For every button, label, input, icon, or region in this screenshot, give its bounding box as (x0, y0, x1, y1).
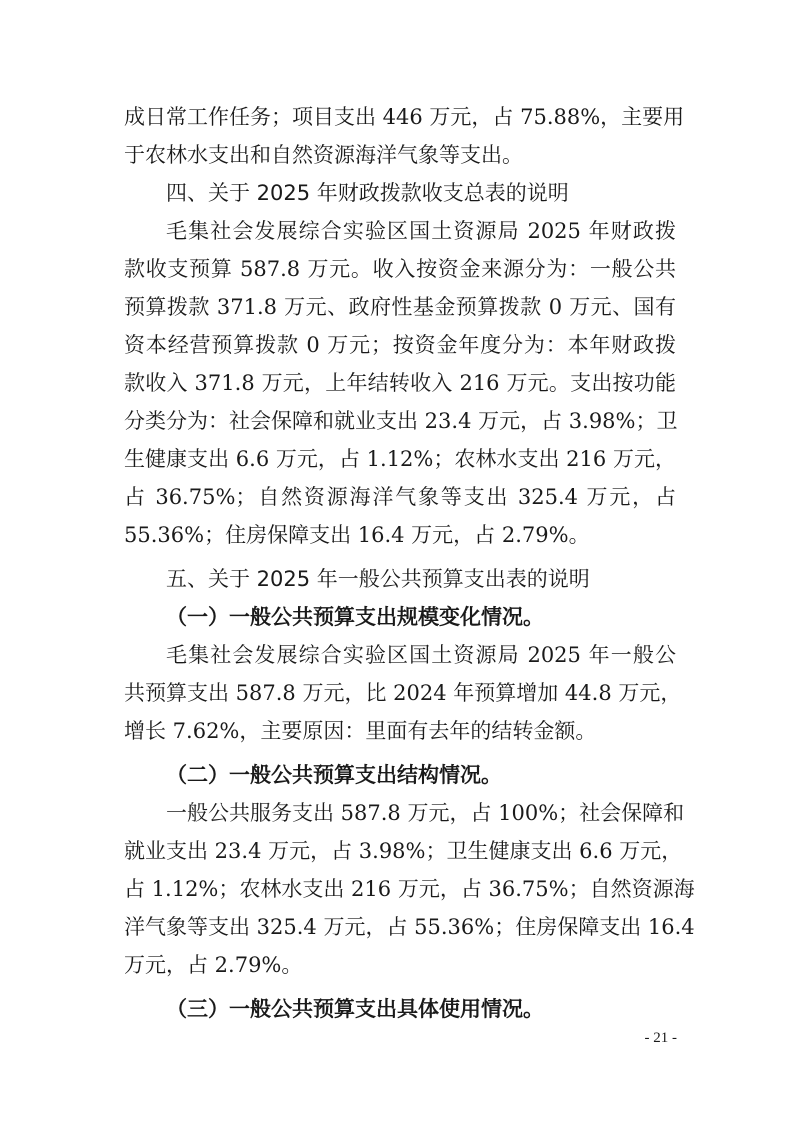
subsection-heading-3: （三）一般公共预算支出具体使用情况。 (166, 997, 544, 1021)
body-line: 资本经营预算拨款 0 万元；按资金年度分为：本年财政拨 (124, 333, 676, 357)
body-line: 占 36.75%；自然资源海洋气象等支出 325.4 万元，占 (124, 485, 676, 509)
page-number: - 21 - (644, 1030, 677, 1046)
body-line: 洋气象等支出 325.4 万元，占 55.36%；住房保障支出 16.4 (124, 915, 695, 939)
subsection-heading-2: （二）一般公共预算支出结构情况。 (166, 763, 502, 787)
body-line: 分类分为：社会保障和就业支出 23.4 万元，占 3.98%；卫 (124, 409, 678, 433)
body-line: 生健康支出 6.6 万元，占 1.12%；农林水支出 216 万元， (124, 447, 676, 471)
section-heading-5: 五、关于 2025 年一般公共预算支出表的说明 (166, 567, 590, 591)
body-line: 万元，占 2.79%。 (124, 953, 303, 977)
body-line: 增长 7.62%，主要原因：里面有去年的结转金额。 (124, 719, 597, 743)
body-line: 共预算支出 587.8 万元，比 2024 年预算增加 44.8 万元， (124, 681, 682, 705)
body-line: 预算拨款 371.8 万元、政府性基金预算拨款 0 万元、国有 (124, 295, 676, 319)
body-line: 款收入 371.8 万元，上年结转收入 216 万元。支出按功能 (124, 371, 676, 395)
body-line: 就业支出 23.4 万元，占 3.98%；卫生健康支出 6.6 万元， (124, 839, 683, 863)
body-line: 毛集社会发展综合实验区国土资源局 2025 年一般公 (166, 643, 676, 667)
section-heading-4: 四、关于 2025 年财政拨款收支总表的说明 (166, 181, 569, 205)
body-line: 于农林水支出和自然资源海洋气象等支出。 (124, 143, 523, 167)
body-line: 占 1.12%；农林水支出 216 万元，占 36.75%；自然资源海 (124, 877, 695, 901)
body-line: 55.36%；住房保障支出 16.4 万元，占 2.79%。 (124, 523, 590, 547)
body-line: 毛集社会发展综合实验区国土资源局 2025 年财政拨 (166, 219, 676, 243)
body-line: 款收支预算 587.8 万元。收入按资金来源分为：一般公共 (124, 257, 676, 281)
subsection-heading-1: （一）一般公共预算支出规模变化情况。 (166, 605, 544, 629)
body-line: 成日常工作任务；项目支出 446 万元，占 75.88%，主要用 (124, 105, 685, 129)
document-body (124, 98, 695, 1028)
body-line: 一般公共服务支出 587.8 万元，占 100%；社会保障和 (166, 801, 685, 825)
